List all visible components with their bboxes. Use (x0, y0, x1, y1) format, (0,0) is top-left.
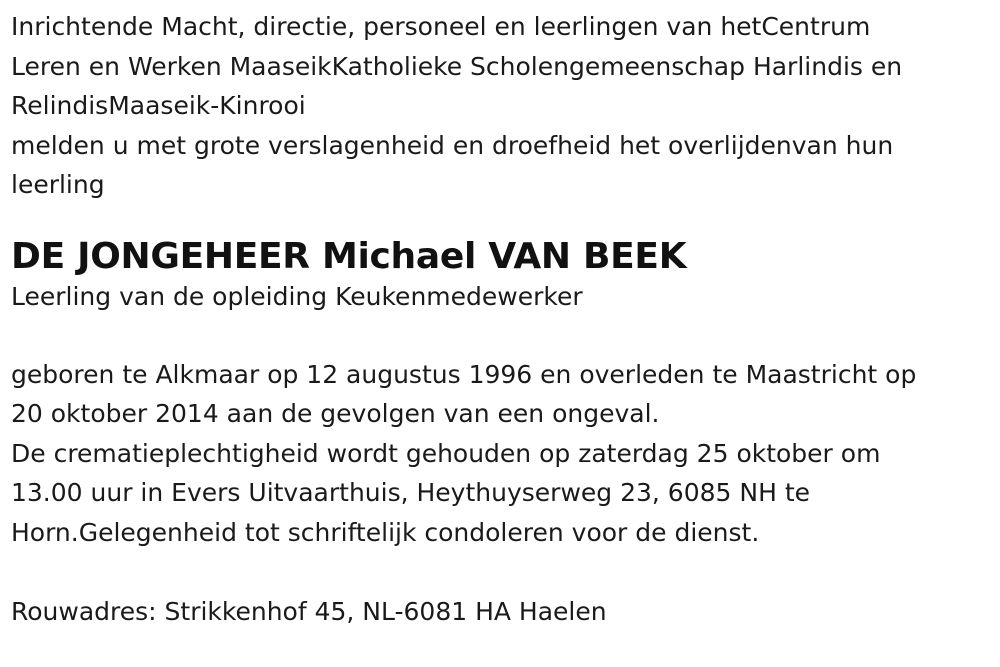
details-line: Horn.Gelegenheid tot schriftelijk condoleren voor de dienst. (11, 517, 760, 547)
details-paragraph (11, 355, 986, 553)
death-notice (11, 7, 986, 632)
intro-line: melden u met grote verslagenheid en droefheid het overlijdenvan hun (11, 130, 894, 160)
intro-line: RelindisMaaseik-Kinrooi (11, 91, 306, 121)
details-line: 20 oktober 2014 aan de gevolgen van een ongeval. (11, 399, 660, 429)
mourning-address: Rouwadres: Strikkenhof 45, NL-6081 HA Haelen (11, 597, 607, 627)
intro-line: Leren en Werken MaaseikKatholieke Scholengemeenschap Harlindis en (11, 51, 903, 81)
spacer (11, 553, 986, 593)
spacer (11, 205, 986, 235)
intro-line: Inrichtende Macht, directie, personeel en leerlingen van hetCentrum (11, 12, 871, 41)
intro-paragraph (11, 7, 986, 205)
deceased-name: DE JONGEHEER Michael VAN BEEK (11, 235, 687, 277)
intro-line: leerling (11, 170, 105, 200)
details-line: De crematieplechtigheid wordt gehouden op zaterdag 25 oktober om (11, 438, 881, 468)
details-line: 13.00 uur in Evers Uitvaarthuis, Heythuyserweg 23, 6085 NH te (11, 478, 810, 508)
spacer (11, 315, 986, 355)
deceased-description: Leerling van de opleiding Keukenmedewerker (11, 281, 583, 311)
details-line: geboren te Alkmaar op 12 augustus 1996 en overleden te Maastricht op (11, 359, 917, 389)
